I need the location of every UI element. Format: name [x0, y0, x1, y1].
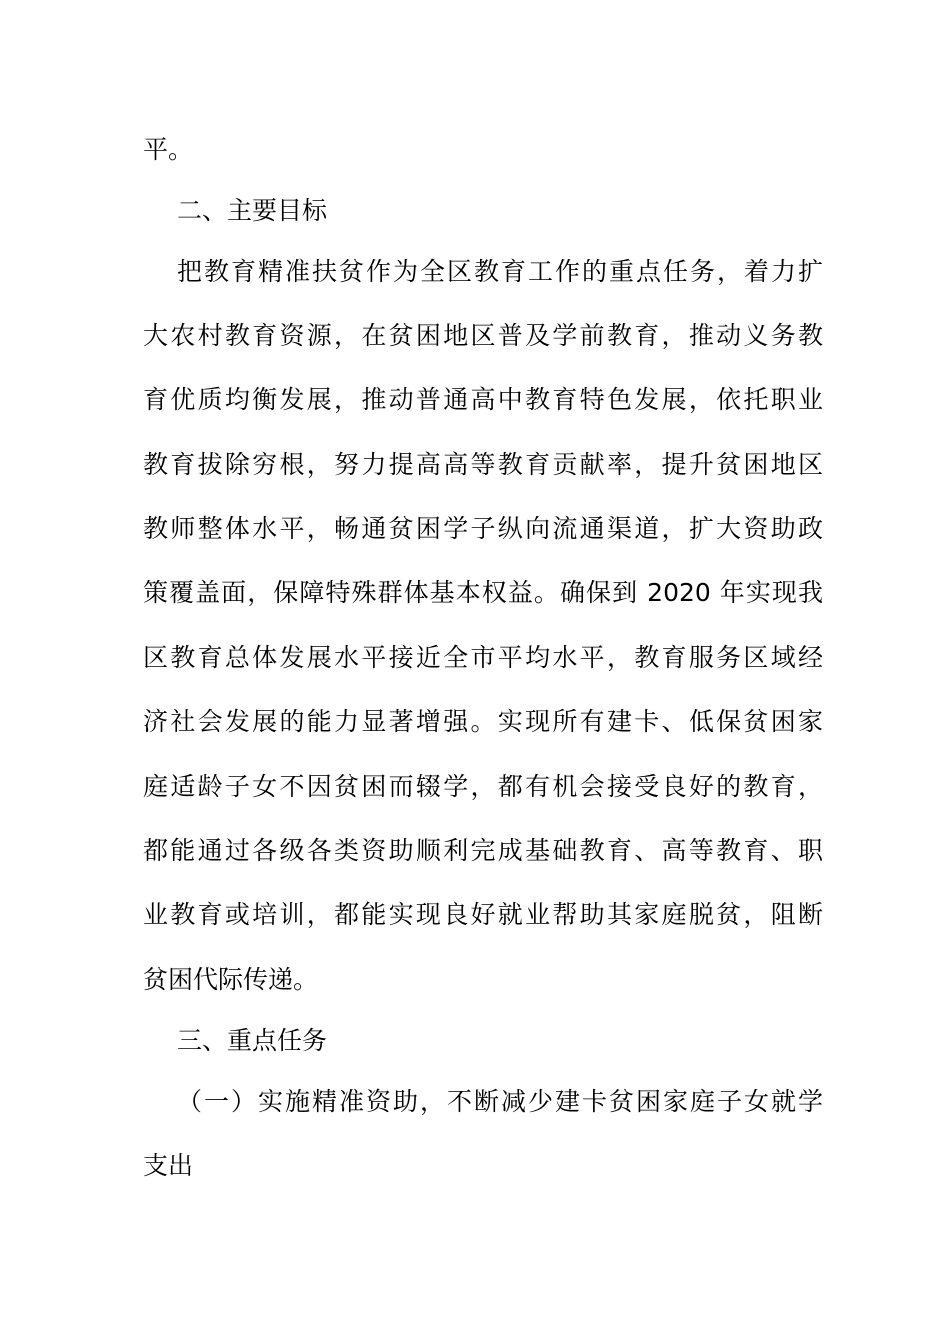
paragraph-line: 都能通过各级各类资助顺利完成基础教育、高等教育、职 — [143, 836, 823, 865]
subsection-heading-line: 支出 — [143, 1151, 194, 1180]
paragraph-continuation-line: 平。 — [143, 135, 194, 164]
paragraph-line: 育优质均衡发展，推动普通高中教育特色发展，依托职业 — [143, 385, 823, 414]
paragraph-line: 济社会发展的能力显著增强。实现所有建卡、低保贫困家 — [143, 707, 823, 736]
paragraph-line: 区教育总体发展水平接近全市平均水平，教育服务区域经 — [143, 643, 823, 672]
paragraph-line: 策覆盖面，保障特殊群体基本权益。确保到 2020 年实现我 — [143, 578, 823, 607]
paragraph-line: 业教育或培训，都能实现良好就业帮助其家庭脱贫，阻断 — [143, 900, 823, 929]
subsection-heading-line: （一）实施精准资助，不断减少建卡贫困家庭子女就学 — [177, 1087, 823, 1116]
paragraph-last-line: 贫困代际传递。 — [143, 965, 319, 994]
paragraph-line: 把教育精准扶贫作为全区教育工作的重点任务，着力扩 — [177, 257, 823, 286]
paragraph-line: 教师整体水平，畅通贫困学子纵向流通渠道，扩大资助政 — [143, 514, 823, 543]
paragraph-line: 教育拔除穷根，努力提高高等教育贡献率，提升贫困地区 — [143, 450, 823, 479]
paragraph-line: 庭适龄子女不因贫困而辍学，都有机会接受良好的教育， — [143, 772, 823, 801]
section-heading-key-tasks: 三、重点任务 — [177, 1026, 328, 1055]
paragraph-line: 大农村教育资源，在贫困地区普及学前教育，推动义务教 — [143, 321, 823, 350]
section-heading-main-goals: 二、主要目标 — [177, 196, 328, 225]
